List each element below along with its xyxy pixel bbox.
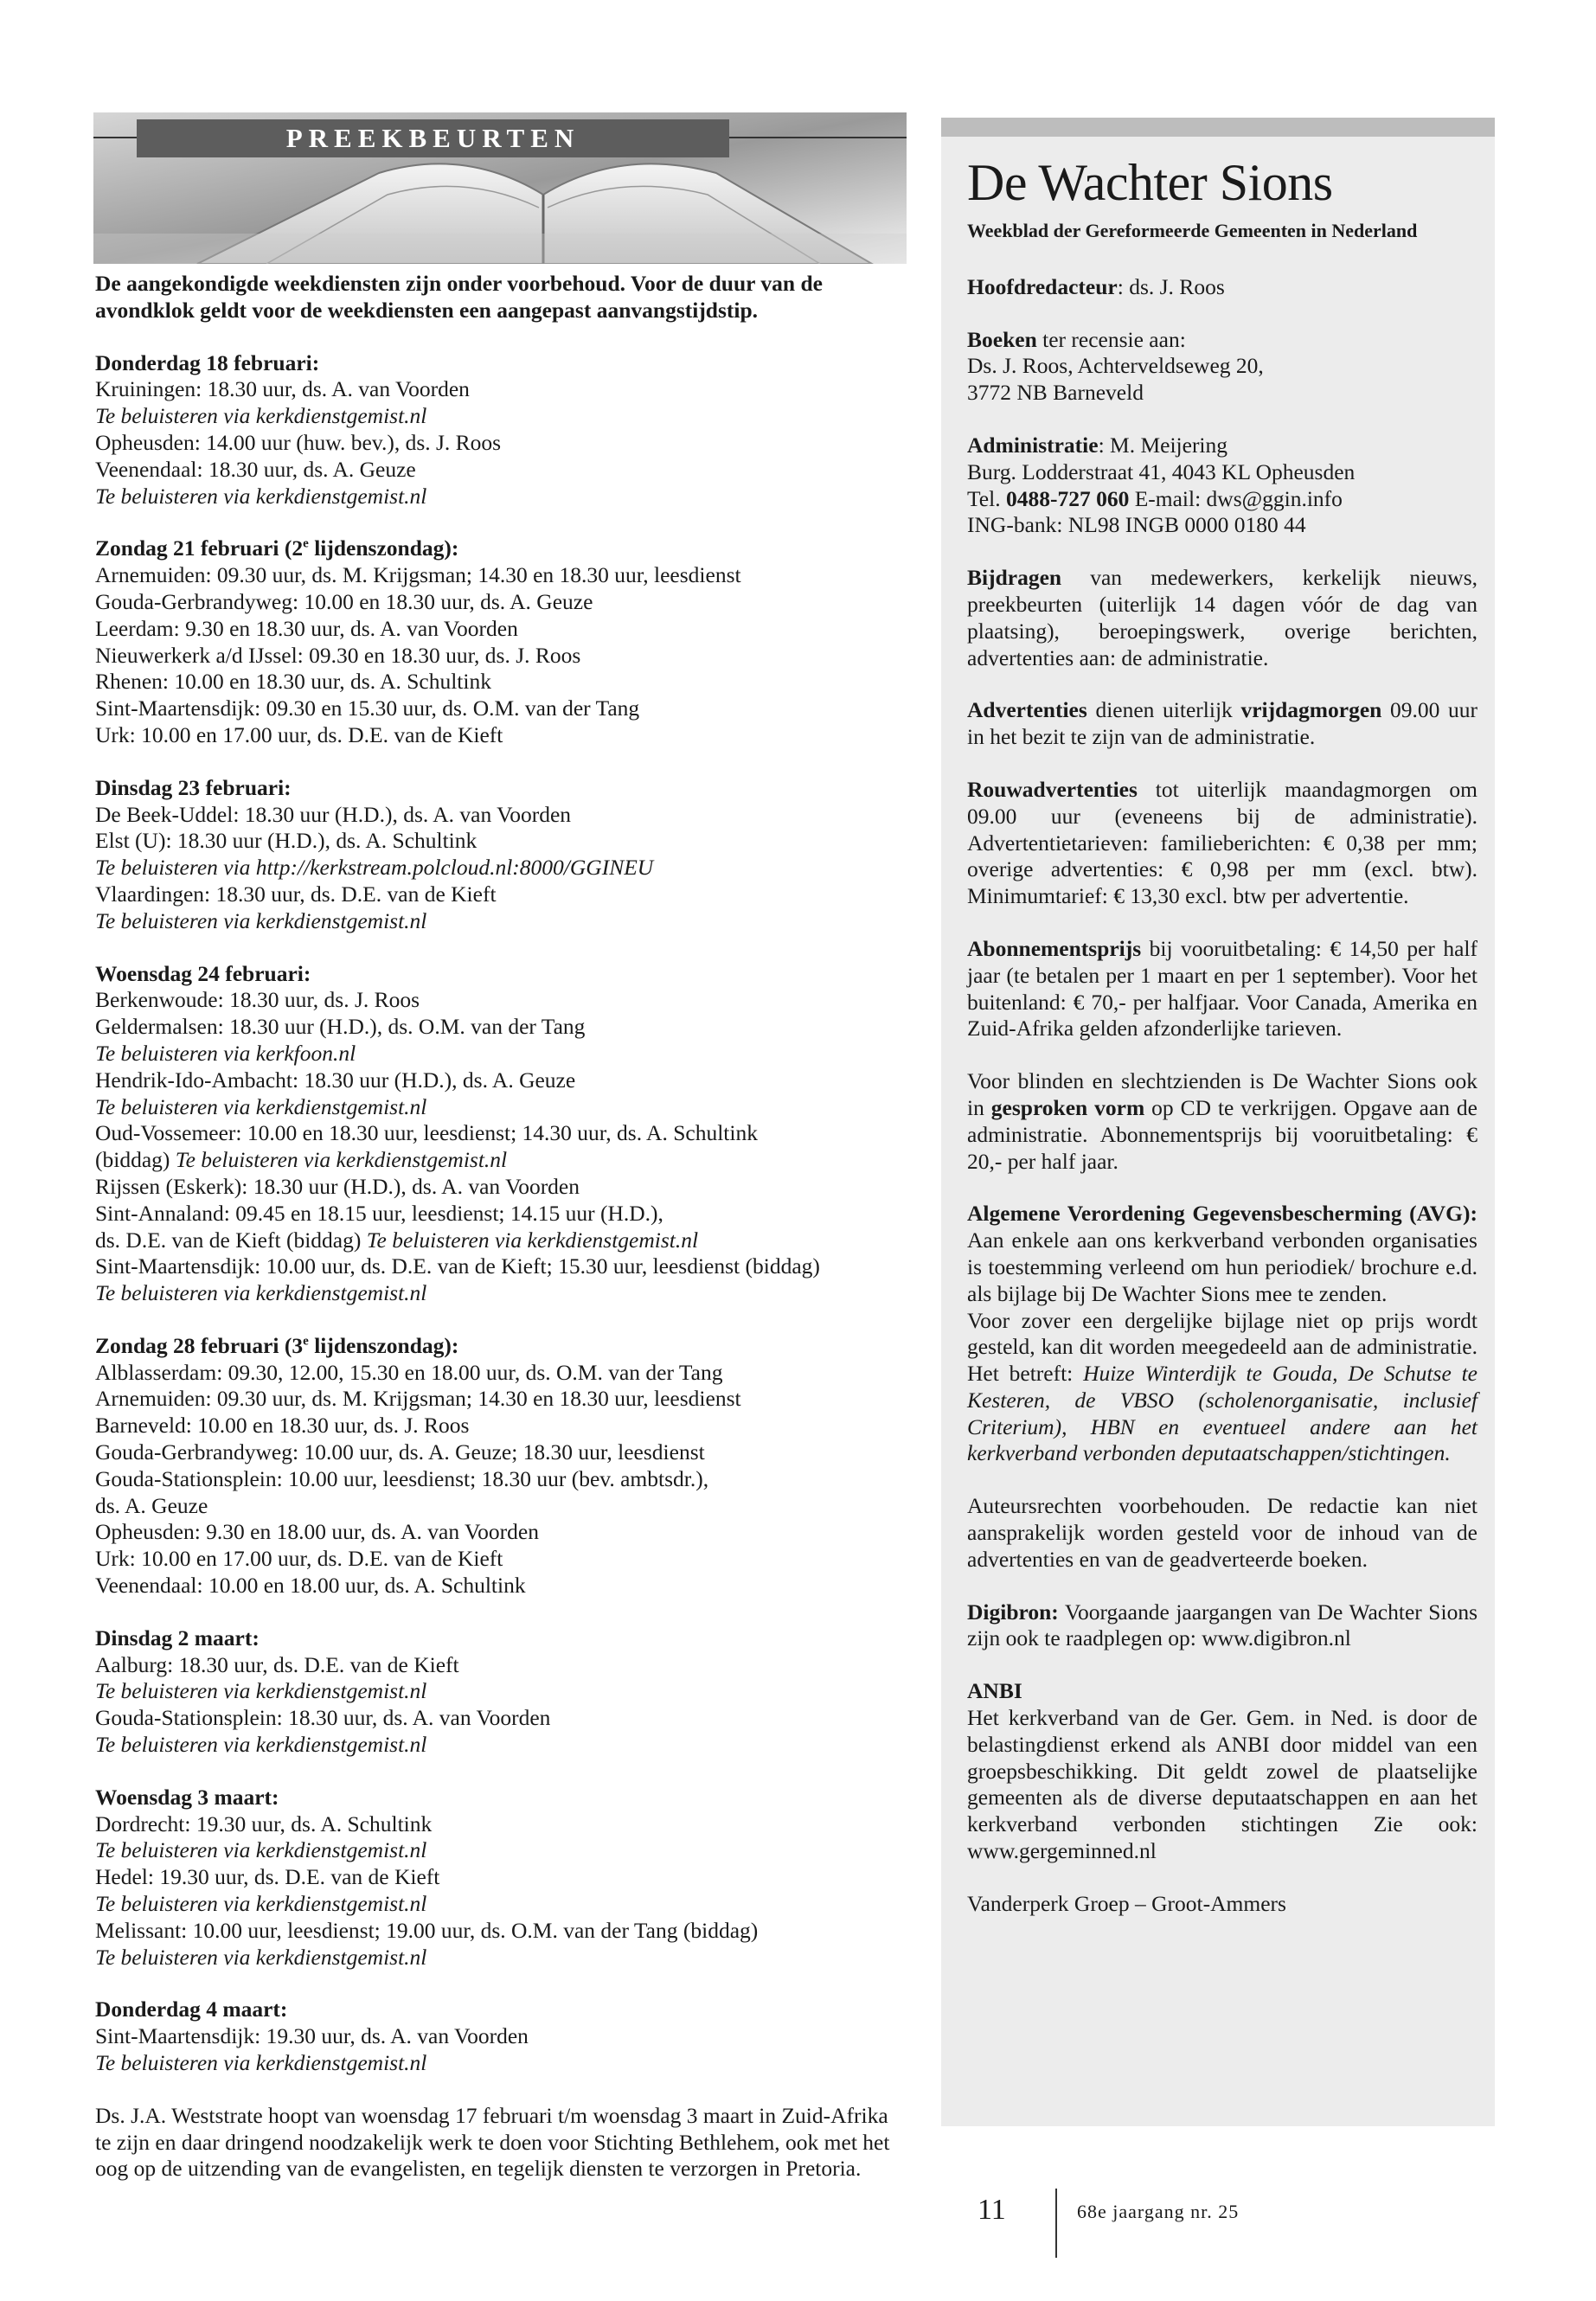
advertisements-info: Advertenties dienen uiterlijk vrijdagmorgen 09.00 uur in het bezit te zijn van de administratie. <box>967 697 1477 750</box>
day-title: Zondag 21 februari (2e lijdenszondag): <box>95 535 459 561</box>
service-line: Sint-Annaland: 09.45 en 18.15 uur, leesdienst; 14.15 uur (H.D.), <box>95 1200 663 1226</box>
service-line: Gouda-Gerbrandyweg: 10.00 en 18.30 uur, ds. A. Geuze <box>95 588 593 614</box>
listen-line: Te beluisteren via kerkdienstgemist.nl <box>95 1732 427 1758</box>
service-line: Dordrecht: 19.30 uur, ds. A. Schultink <box>95 1811 433 1836</box>
day-block <box>95 1785 904 1971</box>
audio-edition-info: Voor blinden en slechtzienden is De Wachter Sions ook in gesproken vorm op CD te verkrijgen. Opgave aan de administratie. Abonnementsprijs bij vooruitbetaling: € 20,- per half jaar. <box>967 1068 1477 1174</box>
listen-line: Te beluisteren via kerkdienstgemist.nl <box>95 1891 427 1917</box>
colophon-panel <box>941 118 1495 2126</box>
listen-line: Te beluisteren via kerkdienstgemist.nl <box>95 1944 427 1970</box>
service-line: Arnemuiden: 09.30 uur, ds. M. Krijgsman; 14.30 en 18.30 uur, leesdienst <box>95 562 741 588</box>
panel-top-bar <box>941 118 1495 137</box>
contributions-info: Bijdragen van medewerkers, kerkelijk nieuws, preekbeurten (uiterlijk 14 dagen vóór de dag van plaatsing), beroepingswerk, overige berichten, advertenties aan: de administratie. <box>967 565 1477 670</box>
service-line: Sint-Maartensdijk: 10.00 uur, ds. D.E. van de Kieft; 15.30 uur, leesdienst (biddag) <box>95 1253 820 1279</box>
service-line: Hedel: 19.30 uur, ds. D.E. van de Kieft <box>95 1864 440 1890</box>
closing-note: Ds. J.A. Weststrate hoopt van woensdag 17 februari t/m woensdag 3 maart in Zuid-Afrika te zijn en daar dringend noodzakelijk werk te doen voor Stichting Bethlehem, ook met het oog op de uitzending van de evangelisten, en tegelijk diensten te verzorgen in Pretoria. <box>95 2102 890 2182</box>
service-line: Rhenen: 10.00 en 18.30 uur, ds. A. Schultink <box>95 669 491 695</box>
service-line: Berkenwoude: 18.30 uur, ds. J. Roos <box>95 987 420 1013</box>
service-line: Sint-Maartensdijk: 19.30 uur, ds. A. van Voorden <box>95 2023 529 2049</box>
service-line: Geldermalsen: 18.30 uur (H.D.), ds. O.M. van der Tang <box>95 1014 586 1040</box>
intro-notice: De aangekondigde weekdiensten zijn onder voorbehoud. Voor de duur van de avondklok geldt voor de weekdiensten een aangepast aanvangstijdstip. <box>95 271 823 323</box>
listen-line: Te beluisteren via kerkdienstgemist.nl <box>95 403 427 429</box>
service-line: Urk: 10.00 en 17.00 uur, ds. D.E. van de Kieft <box>95 1546 503 1572</box>
day-block <box>95 961 904 1307</box>
service-schedule <box>95 271 904 2182</box>
digibron-info: Digibron: Voorgaande jaargangen van De Wachter Sions zijn ook te raadplegen op: www.digibron.nl <box>967 1599 1477 1651</box>
section-title: PREEKBEURTEN <box>137 119 729 157</box>
page-number: 11 <box>977 2194 1006 2226</box>
service-line: ds. A. Geuze <box>95 1492 208 1518</box>
colophon-content <box>967 154 1477 1944</box>
copyright-info: Auteursrechten voorbehouden. De redactie kan niet aansprakelijk worden gesteld voor de inhoud van de advertenties en van de geadverteerde boeken. <box>967 1493 1477 1572</box>
day-title: Woensdag 24 februari: <box>95 960 311 986</box>
day-block <box>95 1333 904 1599</box>
service-line: Urk: 10.00 en 17.00 uur, ds. D.E. van de Kieft <box>95 721 503 747</box>
service-line: Gouda-Gerbrandyweg: 10.00 uur, ds. A. Geuze; 18.30 uur, leesdienst <box>95 1439 705 1465</box>
day-title: Woensdag 3 maart: <box>95 1784 279 1810</box>
service-line: Leerdam: 9.30 en 18.30 uur, ds. A. van Voorden <box>95 615 518 641</box>
service-line: (biddag) Te beluisteren via kerkdienstgemist.nl <box>95 1147 508 1173</box>
service-line: Sint-Maartensdijk: 09.30 en 15.30 uur, ds. O.M. van der Tang <box>95 695 640 721</box>
service-line: De Beek-Uddel: 18.30 uur (H.D.), ds. A. van Voorden <box>95 801 572 827</box>
service-line: Kruiningen: 18.30 uur, ds. A. van Voorden <box>95 376 470 402</box>
volume-info: 68e jaargang nr. 25 <box>1077 2201 1240 2222</box>
page-footer <box>0 2189 1596 2240</box>
day-block <box>95 1997 904 2076</box>
listen-line: Te beluisteren via kerkdienstgemist.nl <box>95 483 427 509</box>
listen-line: Te beluisteren via kerkfoon.nl <box>95 1040 356 1066</box>
service-line: Gouda-Stationsplein: 10.00 uur, leesdienst; 18.30 uur (bev. ambtsdr.), <box>95 1465 709 1491</box>
listen-line: Te beluisteren via kerkdienstgemist.nl <box>95 1678 427 1704</box>
books-info: Boeken ter recensie aan: Ds. J. Roos, Achterveldseweg 20, 3772 NB Barneveld <box>967 326 1264 406</box>
day-title: Donderdag 4 maart: <box>95 1997 288 2022</box>
service-line: Elst (U): 18.30 uur (H.D.), ds. A. Schultink <box>95 828 478 854</box>
service-line: Veenendaal: 10.00 en 18.00 uur, ds. A. Schultink <box>95 1573 526 1599</box>
service-line: Melissant: 10.00 uur, leesdienst; 19.00 uur, ds. O.M. van der Tang (biddag) <box>95 1917 759 1943</box>
section-banner <box>93 112 907 264</box>
masthead-subtitle: Weekblad der Gereformeerde Gemeenten in Nederland <box>967 220 1418 241</box>
listen-line: Te beluisteren via kerkdienstgemist.nl <box>95 1280 427 1306</box>
service-line: Arnemuiden: 09.30 uur, ds. M. Krijgsman; 14.30 en 18.30 uur, leesdienst <box>95 1386 741 1412</box>
service-line: Oud-Vossemeer: 10.00 en 18.30 uur, leesdienst; 14.30 uur, ds. A. Schultink <box>95 1120 758 1146</box>
service-line: Rijssen (Eskerk): 18.30 uur (H.D.), ds. A. van Voorden <box>95 1173 580 1199</box>
listen-line: Te beluisteren via kerkdienstgemist.nl <box>95 1093 427 1119</box>
day-block <box>95 535 904 748</box>
day-title: Zondag 28 februari (3e lijdenszondag): <box>95 1332 459 1358</box>
listen-line: Te beluisteren via kerkdienstgemist.nl <box>95 907 427 933</box>
mourning-ads-info: Rouwadvertenties tot uiterlijk maandagmorgen om 09.00 uur (eveneens bij de administratie). Advertentietarieven: familieberichten: € 0,38 per mm; overige advertenties: € 0,98 per mm (excl. btw). Minimumtarief: € 13,30 excl. btw per advertentie. <box>967 776 1477 909</box>
day-block <box>95 775 904 935</box>
avg-info: Algemene Verordening Gegevensbescherming (AVG): Aan enkele aan ons kerkverband verbonden organisaties is toestemming verleend om hun periodiek/ brochure e.d. als bijlage bij De Wachter Sions mee te zenden. Voor zover een dergelijke bijlage niet op prijs wordt gesteld, kan dit worden meegedeeld aan de administratie. Het betreft: Huize Winterdijk te Gouda, De Schutse te Kesteren, de VBSO (scholenorganisatie, inclusief Criterium), HBN en eventueel andere aan het kerkverband verbonden deputaatschappen/stichtingen. <box>967 1201 1477 1466</box>
editor-info: Hoofdredacteur: ds. J. Roos <box>967 273 1225 299</box>
service-line: Barneveld: 10.00 en 18.30 uur, ds. J. Roos <box>95 1413 470 1439</box>
service-line: ds. D.E. van de Kieft (biddag) Te beluisteren via kerkdienstgemist.nl <box>95 1227 699 1253</box>
service-line: Opheusden: 14.00 uur (huw. bev.), ds. J. Roos <box>95 429 502 455</box>
service-line: Veenendaal: 18.30 uur, ds. A. Geuze <box>95 456 416 482</box>
subscription-info: Abonnementsprijs bij vooruitbetaling: € 14,50 per half jaar (te betalen per 1 maart en per 1 september). Voor het buitenland: € 70,- per halfjaar. Voor Canada, Amerika en Zuid-Afrika gelden afzonderlijke tarieven. <box>967 935 1477 1042</box>
listen-line: Te beluisteren via http://kerkstream.polcloud.nl:8000/GGINEU <box>95 855 654 881</box>
day-title: Donderdag 18 februari: <box>95 349 320 375</box>
service-line: Nieuwerkerk a/d IJssel: 09.30 en 18.30 uur, ds. J. Roos <box>95 642 581 668</box>
anbi-info: ANBI Het kerkverband van de Ger. Gem. in Ned. is door de belastingdienst erkend als ANBI door middel van een groepsbeschikking. Dit geldt zowel de plaatselijke gemeenten als de diverse deputaatschappen en aan het kerkverband verbonden stichtingen Zie ook: www.gergeminned.nl <box>967 1678 1477 1864</box>
listen-line: Te beluisteren via kerkdienstgemist.nl <box>95 2050 427 2076</box>
day-title: Dinsdag 2 maart: <box>95 1625 260 1650</box>
footer-divider <box>1055 2189 1057 2258</box>
service-line: Opheusden: 9.30 en 18.00 uur, ds. A. van Voorden <box>95 1519 539 1545</box>
service-line: Gouda-Stationsplein: 18.30 uur, ds. A. van Voorden <box>95 1705 551 1731</box>
administration-info: Administratie: M. Meijering Burg. Lodderstraat 41, 4043 KL Opheusden Tel. 0488-727 060 E-mail: dws@ggin.info ING-bank: NL98 INGB 0000 0180 44 <box>967 432 1356 538</box>
day-block <box>95 350 904 510</box>
day-block <box>95 1625 904 1759</box>
service-line: Vlaardingen: 18.30 uur, ds. D.E. van de Kieft <box>95 881 497 907</box>
service-line: Hendrik-Ido-Ambacht: 18.30 uur (H.D.), ds. A. Geuze <box>95 1067 576 1093</box>
day-title: Dinsdag 23 februari: <box>95 774 292 800</box>
printer-info: Vanderperk Groep – Groot-Ammers <box>967 1890 1286 1916</box>
service-line: Alblasserdam: 09.30, 12.00, 15.30 en 18.00 uur, ds. O.M. van der Tang <box>95 1359 723 1385</box>
masthead-title: De Wachter Sions <box>967 154 1333 211</box>
service-line: Aalburg: 18.30 uur, ds. D.E. van de Kieft <box>95 1651 459 1677</box>
listen-line: Te beluisteren via kerkdienstgemist.nl <box>95 1837 427 1863</box>
